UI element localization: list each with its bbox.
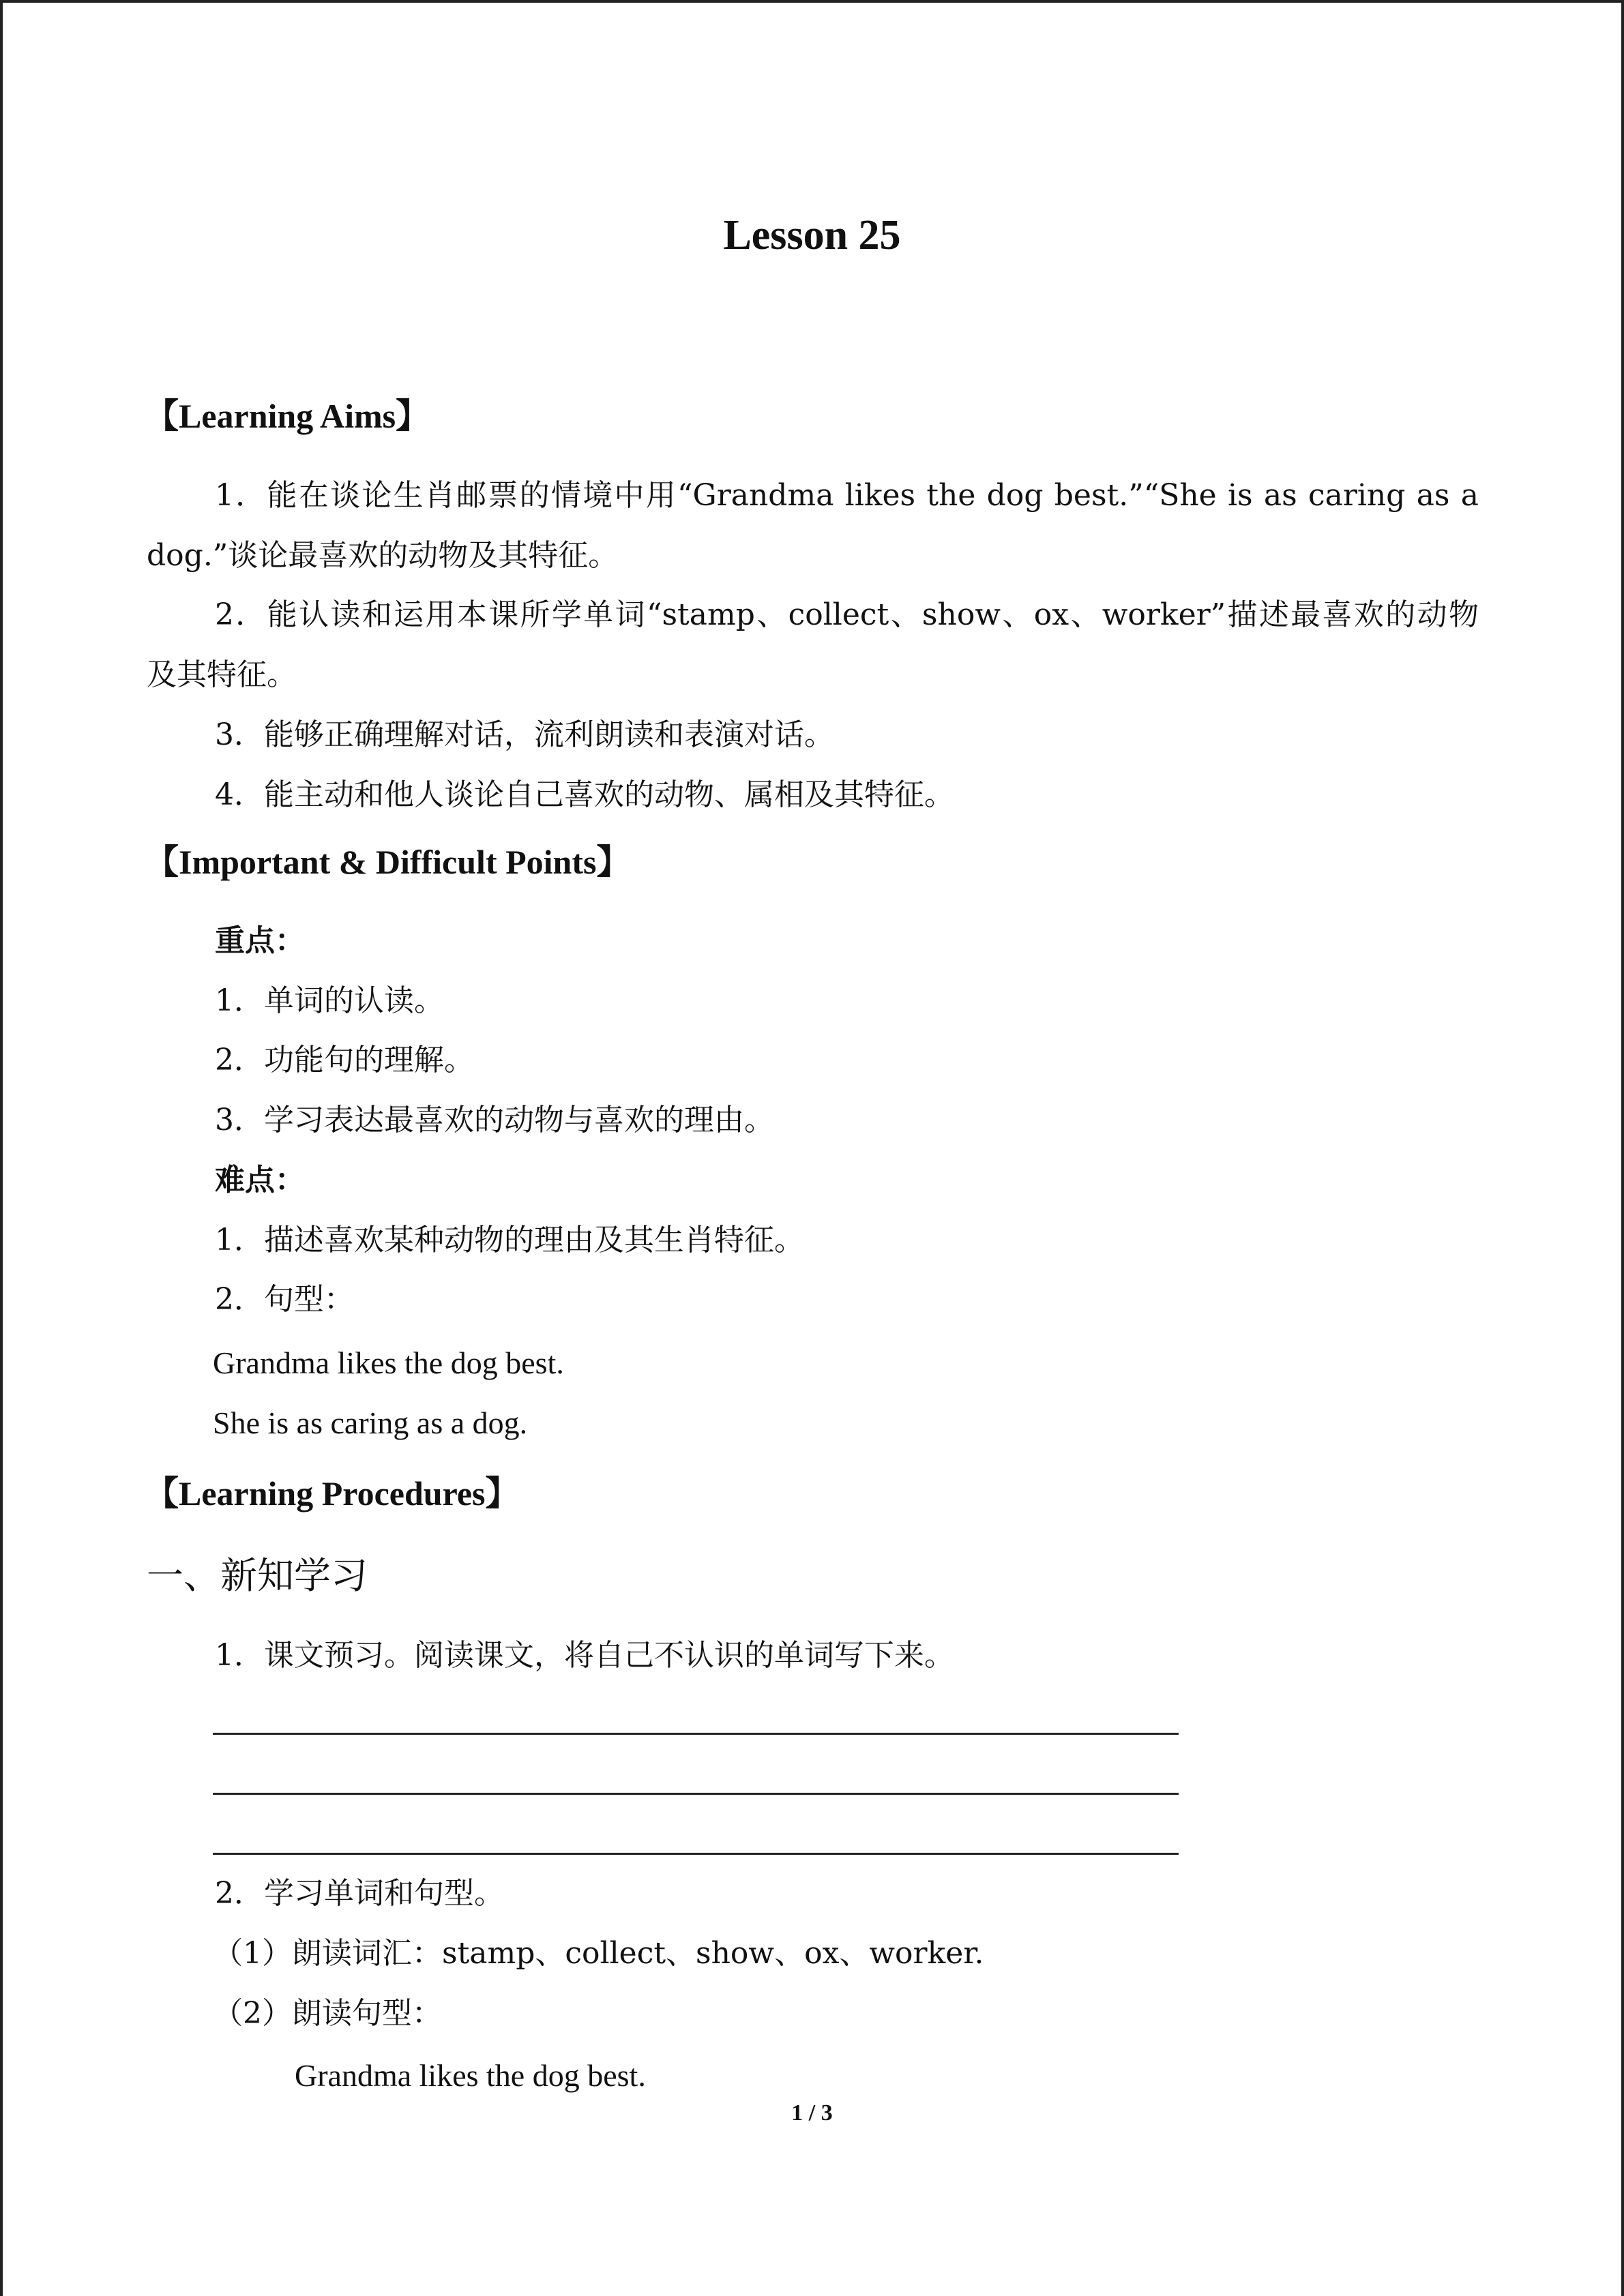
page-title: Lesson 25 <box>723 212 901 258</box>
difficult-points-label: 难点： <box>215 1163 305 1197</box>
step-1: 1．课文预习。阅读课文，将自己不认识的单词写下来。 <box>215 1638 954 1673</box>
sentence-1: Grandma likes the dog best. <box>213 1345 564 1380</box>
procedures-heading: 【Learning Procedures】 <box>145 1474 520 1512</box>
answer-line-3[interactable] <box>213 1853 1179 1855</box>
key-points-label: 重点： <box>215 923 305 958</box>
answer-line-2[interactable] <box>213 1793 1179 1795</box>
key-point-2: 2．功能句的理解。 <box>215 1043 474 1077</box>
sub-step-2: （2）朗读句型： <box>213 1996 442 2031</box>
section-new-knowledge: 一、新知学习 <box>147 1554 368 1597</box>
difficult-point-1: 1．描述喜欢某种动物的理由及其生肖特征。 <box>215 1223 804 1257</box>
aim-1-line-2: dog.”谈论最喜欢的动物及其特征。 <box>147 538 619 573</box>
answer-line-1[interactable] <box>213 1733 1179 1735</box>
aim-2-line-1: 2．能认读和运用本课所学单词“stamp、collect、show、ox、worker”描述最喜欢的动物 <box>215 597 1479 632</box>
aim-4: 4．能主动和他人谈论自己喜欢的动物、属相及其特征。 <box>215 777 954 812</box>
aim-1-line-1: 1．能在谈论生肖邮票的情境中用“Grandma likes the dog best.”“She is as caring as a <box>215 478 1479 513</box>
sub-step-sentence: Grandma likes the dog best. <box>295 2058 646 2093</box>
aim-2-line-2: 及其特征。 <box>147 657 297 692</box>
sentence-2: She is as caring as a dog. <box>213 1405 528 1440</box>
key-point-1: 1．单词的认读。 <box>215 983 444 1018</box>
difficult-point-2: 2．句型： <box>215 1282 354 1317</box>
sub-step-1: （1）朗读词汇：stamp、collect、show、ox、worker. <box>213 1936 984 1971</box>
important-points-heading: 【Important & Difficult Points】 <box>145 843 631 881</box>
aim-3: 3．能够正确理解对话，流利朗读和表演对话。 <box>215 717 834 752</box>
key-point-3: 3．学习表达最喜欢的动物与喜欢的理由。 <box>215 1103 774 1137</box>
page-number: 1 / 3 <box>791 2100 833 2126</box>
step-2: 2．学习单词和句型。 <box>215 1876 504 1911</box>
learning-aims-heading: 【Learning Aims】 <box>145 397 430 435</box>
